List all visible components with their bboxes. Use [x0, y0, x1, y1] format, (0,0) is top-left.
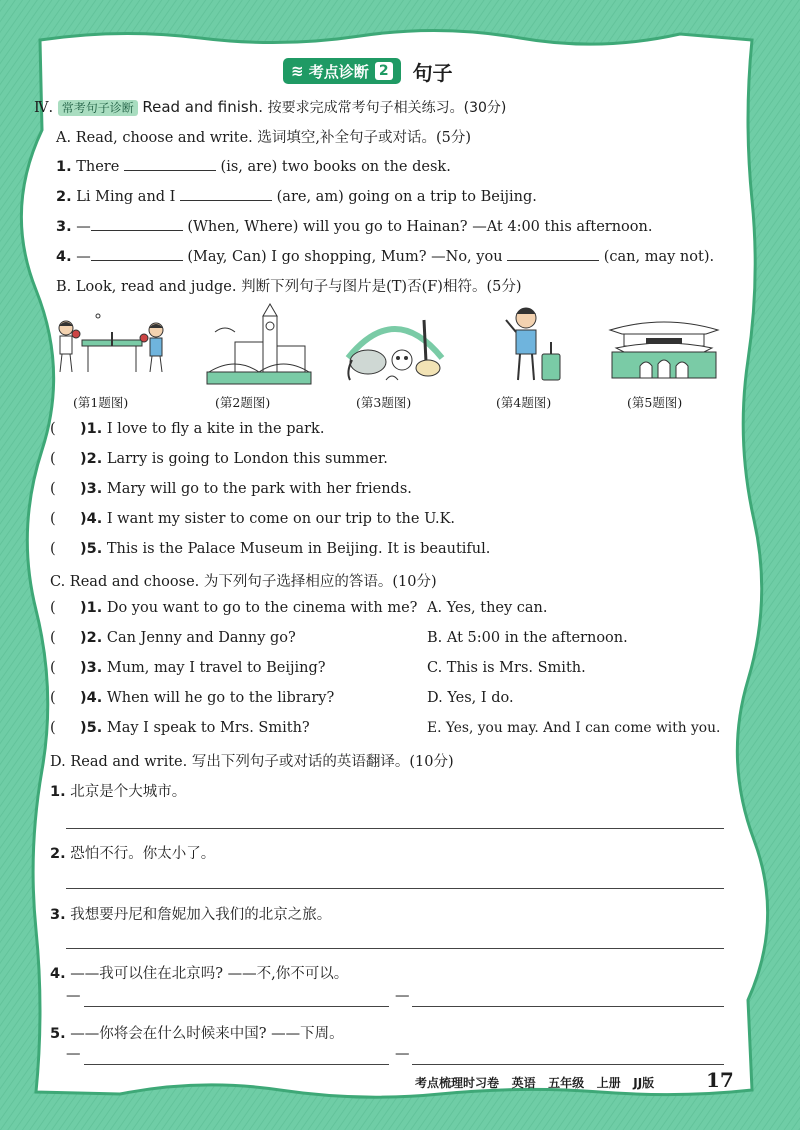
palace-museum-picture [606, 312, 722, 382]
banner-badge [283, 58, 401, 84]
table-tennis-picture [52, 310, 172, 382]
section-tag: 常考句子诊断 [58, 100, 138, 116]
boy-suitcase-picture [502, 302, 566, 386]
option-d: D. Yes, I do. [427, 690, 514, 706]
footer-volume: 上册 [596, 1076, 621, 1090]
answer-blank[interactable] [91, 216, 183, 231]
part-b-item-3: ( )3. Mary will go to the park with her friends. [50, 481, 412, 497]
answer-line[interactable] [412, 1064, 724, 1065]
caption-3: (第3题图) [356, 395, 412, 410]
section-instruction: Read and finish. [142, 98, 264, 116]
dash-mark: — [66, 1046, 81, 1062]
caption-5: (第5题图) [627, 395, 683, 410]
part-d-heading: D. Read and write. 写出下列句子或对话的英语翻译。(10分) [50, 754, 454, 770]
option-b: B. At 5:00 in the afternoon. [427, 630, 628, 646]
option-e: E. Yes, you may. And I can come with you. [427, 720, 721, 736]
wave-icon: ≋ [291, 62, 309, 80]
answer-line[interactable] [84, 1064, 389, 1065]
part-a-item-2: 2. Li Ming and I (are, am) going on a trip to Beijing. [56, 186, 537, 205]
answer-line[interactable] [412, 1006, 724, 1007]
page-footer [415, 1074, 654, 1091]
part-a-heading: A. Read, choose and write. 选词填空,补全句子或对话。(5分) [56, 130, 472, 146]
part-a-item-4: 4. — (May, Can) I go shopping, Mum? —No, you (can, may not). [56, 246, 714, 265]
page-title: 句子 [412, 60, 453, 85]
part-b-item-5: ( )5. This is the Palace Museum in Beijing. It is beautiful. [50, 541, 491, 557]
part-d-item-3: 3. 我想要丹尼和詹妮加入我们的北京之旅。 [50, 907, 332, 923]
section-roman: Ⅳ. [34, 100, 54, 116]
answer-blank[interactable] [91, 246, 183, 261]
part-b-heading: B. Look, read and judge. 判断下列句子与图片是(T)否(F)相符。(5分) [56, 279, 522, 295]
part-c-item-4: ( )4. When will he go to the library? [50, 690, 335, 706]
part-a-item-1: 1. There (is, are) two books on the desk. [56, 156, 451, 175]
caption-2: (第2题图) [215, 395, 271, 410]
section-instruction-cn: 按要求完成常考句子相关练习。(30分) [267, 100, 507, 116]
answer-blank[interactable] [180, 186, 272, 201]
part-c-item-3: ( )3. Mum, may I travel to Beijing? [50, 660, 326, 676]
section-banner [283, 57, 453, 85]
footer-grade: 五年级 [548, 1076, 585, 1090]
part-c-heading: C. Read and choose. 为下列句子选择相应的答语。(10分) [50, 574, 437, 590]
footer-edition: JJ版 [633, 1076, 655, 1090]
answer-line[interactable] [84, 1006, 389, 1007]
banner-label: 考点诊断 [308, 62, 369, 81]
dash-mark: — [395, 988, 410, 1004]
answer-line[interactable] [66, 948, 724, 949]
answer-line[interactable] [66, 888, 724, 889]
section-iv-header [34, 97, 506, 117]
zoo-animals-picture [340, 306, 450, 384]
answer-blank[interactable] [124, 156, 216, 171]
answer-blank[interactable] [507, 246, 599, 261]
option-c: C. This is Mrs. Smith. [427, 660, 586, 676]
option-a: A. Yes, they can. [427, 600, 548, 616]
part-d-item-4: 4. ——我可以住在北京吗? ——不,你不可以。 [50, 966, 349, 982]
part-d-item-1: 1. 北京是个大城市。 [50, 784, 187, 800]
dash-mark: — [395, 1046, 410, 1062]
caption-4: (第4题图) [496, 395, 552, 410]
caption-1: (第1题图) [73, 395, 129, 410]
london-picture [205, 302, 313, 386]
banner-number: 2 [375, 62, 393, 80]
footer-book: 考点梳理时习卷 [415, 1076, 500, 1090]
part-c-item-1: ( )1. Do you want to go to the cinema with me? [50, 600, 418, 616]
part-d-item-5: 5. ——你将会在什么时候来中国? ——下周。 [50, 1026, 344, 1042]
answer-line[interactable] [66, 828, 724, 829]
part-b-item-4: ( )4. I want my sister to come on our trip to the U.K. [50, 511, 456, 527]
dash-mark: — [66, 988, 81, 1004]
part-d-item-2: 2. 恐怕不行。你太小了。 [50, 846, 216, 862]
footer-subject: 英语 [511, 1076, 536, 1090]
part-b-item-2: ( )2. Larry is going to London this summer. [50, 451, 388, 467]
part-a-item-3: 3. — (When, Where) will you go to Hainan? —At 4:00 this afternoon. [56, 216, 652, 235]
part-b-item-1: ( )1. I love to fly a kite in the park. [50, 421, 325, 437]
part-c-item-5: ( )5. May I speak to Mrs. Smith? [50, 720, 310, 736]
page-number: 17 [706, 1068, 734, 1092]
part-c-item-2: ( )2. Can Jenny and Danny go? [50, 630, 296, 646]
